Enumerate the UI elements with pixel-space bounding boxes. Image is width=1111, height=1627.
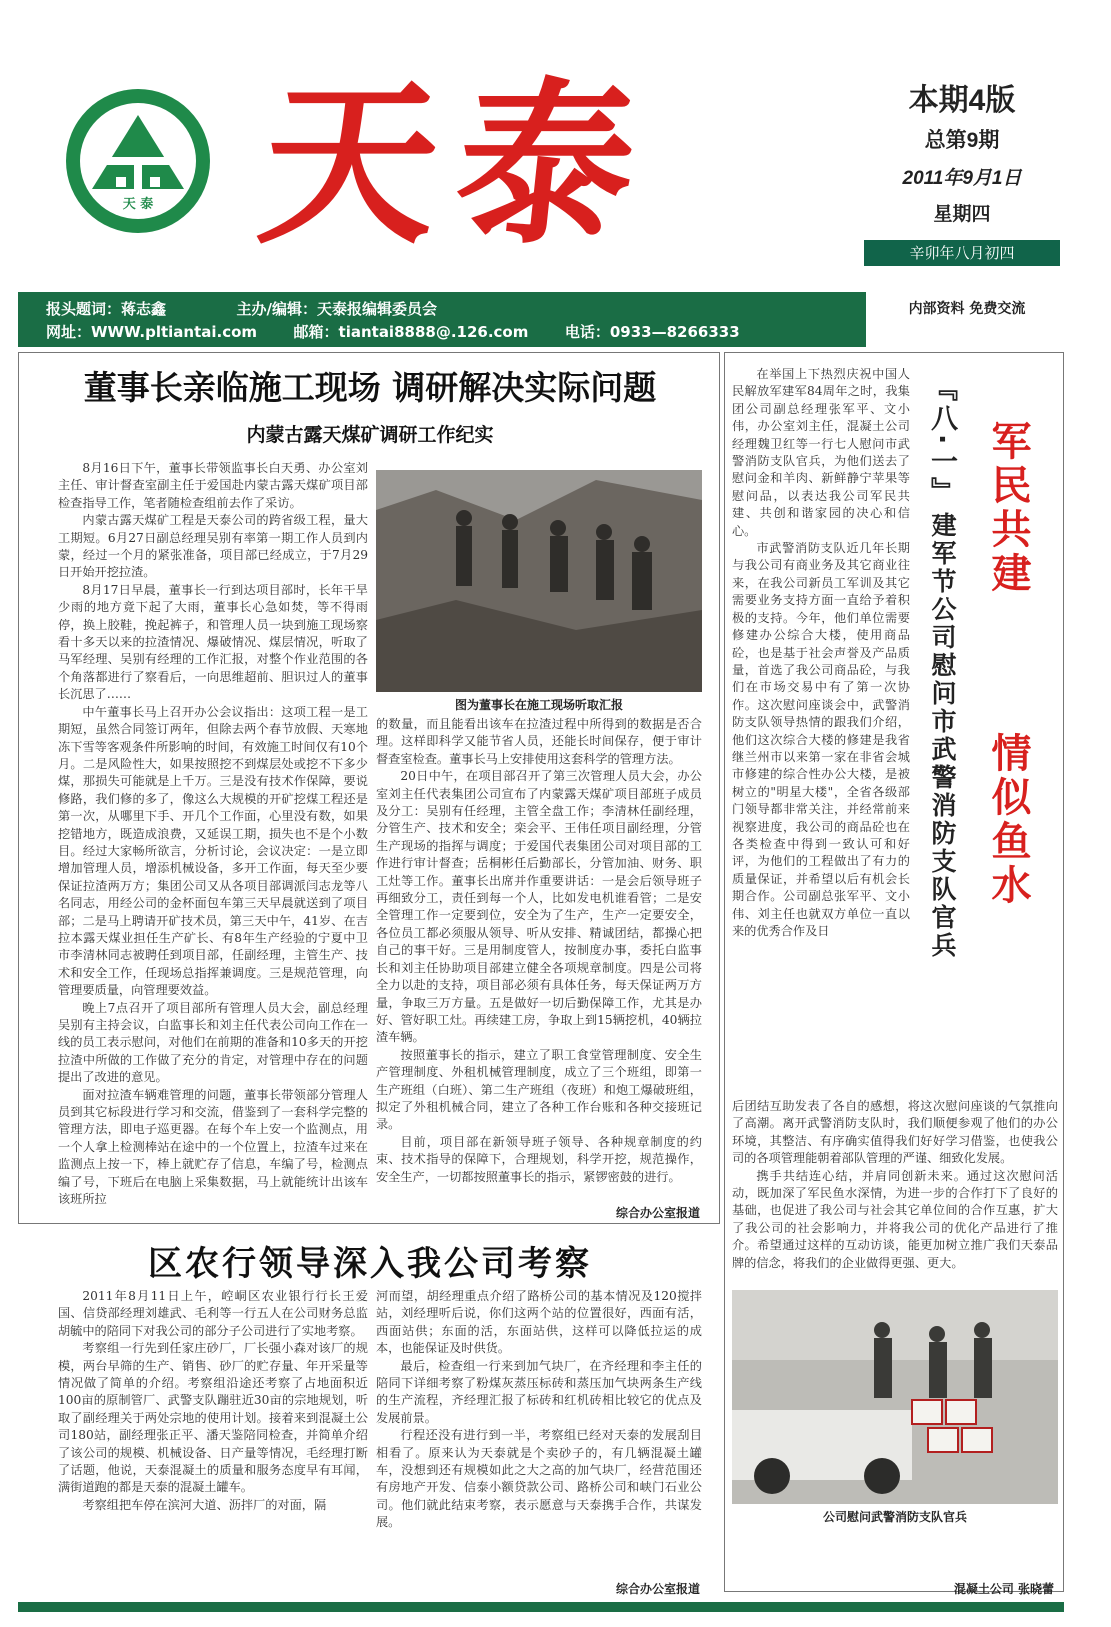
newspaper-title: 天泰 xyxy=(251,61,665,268)
article1-subheadline: 内蒙古露天煤矿调研工作纪实 xyxy=(246,424,494,446)
paragraph: 2011年8月11日上午，崆峒区农业银行行长王爱国、信贷部经理刘雄武、毛利等一行五人在公司财务总监胡毓中的陪同下对我公司的部分子公司进行了实地考察。 xyxy=(58,1289,368,1338)
issue-date: 2011年9月1日 xyxy=(902,168,1022,189)
paragraph: 按照董事长的指示，建立了职工食堂管理制度、安全生产管理制度、外租机械管理制度，成立了三个班组，即第一生产班组（白班）、第二生产班组（夜班）和炮工爆破班组，拟定了外租机械合同，建立了各种工作台账和各种交接班记录。 xyxy=(376,1047,702,1132)
paragraph: 晚上7点召开了项目部所有管理人员大会，副总经理吴别有主持会议，白监事长和刘主任代表公司向工作在一线的员工表示慰问，对他们在前期的准备和10多天的开挖拉渣中所做的工作做了充分的肯定，对管理中存在的问题提出了改进的意见。 xyxy=(58,1000,368,1085)
article3-title: 建军节公司慰问市武警消防支队官兵 xyxy=(928,512,957,960)
article3-photo-caption: 公司慰问武警消防支队官兵 xyxy=(822,1510,967,1524)
article3-photo xyxy=(732,1290,1058,1504)
article1-headline: 董事长亲临施工现场 调研解决实际问题 xyxy=(83,368,657,407)
article3-main-headline-2: 情似鱼水 xyxy=(985,732,1031,908)
website-link[interactable]: 网址：WWW.pltiantai.com xyxy=(46,323,258,341)
issue-weekday: 星期四 xyxy=(933,204,991,225)
article1-photo xyxy=(376,470,702,692)
article1-byline: 综合办公室报道 xyxy=(615,1206,700,1220)
internal-note: 内部资料 免费交流 xyxy=(908,301,1026,317)
email-address[interactable]: 邮箱：tiantai8888@.126.com xyxy=(293,323,529,341)
paragraph: 中午董事长马上召开办公会议指出：这项工程一是工期短，虽然合同签订两年，但除去两个春节放假、天寒地冻下雪等客观条件所影响的时间，有效施工时间仅有10个月。二是风险性大，如果按照挖不到煤层处或挖不下多少煤，那损失可能就是上千万。三是没有技术作保障，要说修路，我们修的多了，像这么大规模的开矿挖煤工程还是第一次，从哪里下手、开几个工作面，心里没有数，如果挖错地方，既造成浪费，又延误工期，损失也不是个小数目。经过大家畅所欲言，分析讨论，会议决定：一是立即增加管理人员，增添机械设备，多开工作面，每天至少要保证拉渣两万方；集团公司又从各项目部调派闫志龙等八名同志，用经公司的金杯面包车第三天早晨就送到了项目部；二是马上聘请开矿技术员，第三天中午，41岁、在吉拉本露天煤业担任生产矿长、有8年生产经验的宁夏中卫市李清林同志被聘任到项目部，任副经理，主管生产、技术和安全工作，任现场总指挥兼调度。三是规范管理，向管理要质量，向管理要效益。 xyxy=(58,704,368,998)
inscription-credit: 报头题词：蒋志鑫 xyxy=(46,300,167,318)
article3-byline: 混凝土公司 张晓蕾 xyxy=(953,1582,1054,1596)
article2-column1 xyxy=(58,1288,368,1594)
article3-column-upper xyxy=(732,366,910,1096)
paragraph: 8月16日下午，董事长带领监事长白天勇、办公室刘主任、审计督查室副主任于爱国赴内蒙古露天煤矿项目部检查指导工作，笔者随检查组前去作了采访。 xyxy=(58,461,368,510)
paragraph: 内蒙古露天煤矿工程是天泰公司的跨省级工程，量大工期短。6月27日副总经理吴别有率第一期工作人员到内蒙，经过一个月的紧张准备，项目部已经成立，于7月29日开始开挖拉渣。 xyxy=(58,513,368,580)
paragraph: 行程还没有进行到一半，考察组已经对天泰的发展刮目相看了。原来认为天泰就是个卖砂子的，有几辆混凝土罐车，没想到还有规模如此之大之高的加气块厂，经营范围还有房地产开发、信泰小额贷款公司、路桥公司和峡门石业公司。他们就此结束考察，表示愿意与天泰携手合作，共谋发展。 xyxy=(376,1428,702,1530)
paragraph: 在举国上下热烈庆祝中国人民解放军建军84周年之时，我集团公司副总经理张军平、文小伟，办公室刘主任，混凝土公司经理魏卫红等一行七人慰问市武警消防支队官兵，为他们送去了慰问金和羊肉、新鲜静宁苹果等慰问品，以表达我公司军民共建、共创和谐家园的决心和信心。 xyxy=(732,367,910,538)
bottom-bar xyxy=(18,1602,1064,1612)
company-logo xyxy=(62,85,214,237)
paragraph: 携手共结连心结，并肩同创新未来。通过这次慰问活动，既加深了军民鱼水深情，为进一步的合作打下了良好的基础，也促进了我公司与社会其它单位间的合作互惠，扩大了我公司的社会影响力，并将我公司的优化产品进行了推介。希望通过这样的互动访谈，能更加树立推广我们天泰品牌的信念，将我们的企业做得更强、更大。 xyxy=(732,1168,1058,1270)
logo-text: 天 泰 xyxy=(122,197,154,212)
article1-column1 xyxy=(58,460,368,1220)
article1-photo-caption: 图为董事长在施工现场听取汇报 xyxy=(454,698,623,712)
paragraph: 最后，检查组一行来到加气块厂，在齐经理和李主任的陪同下详细考察了粉煤灰蒸压标砖和蒸压加气块两条生产线的生产流程，齐经理汇报了标砖和红机砖相比较它的优点及发展前景。 xyxy=(376,1358,702,1425)
paragraph: 面对拉渣车辆难管理的问题，董事长带领部分管理人员到其它标段进行学习和交流，借鉴到了一套科学完整的管理方法，即电子巡更器。在每个车上安一个监测点，用一个人拿上检测棒站在途中的一个位置上，拉渣车过来在监测点上按一下，棒上就贮存了信息，车编了号，检测点编了号，下班后在电脑上采集数据，马上就能统计出该车该班所拉 xyxy=(58,1087,368,1207)
phone-number: 电话：0933—8266333 xyxy=(564,323,740,341)
article3-main-headline-1: 军民共建 xyxy=(985,420,1031,596)
lunar-date: 辛卯年八月初四 xyxy=(864,240,1060,266)
paragraph: 考察组把车停在滨河大道、沥拌厂的对面，隔 xyxy=(82,1497,327,1512)
paragraph: 的数量，而且能看出该车在拉渣过程中所得到的数据是否合理。这样即科学又能节省人员，还能长时间保存，便于审计督查室检查。董事长马上安排使用这套科学的管理方法。 xyxy=(376,717,702,766)
editor-credit: 主办/编辑：天泰报编辑委员会 xyxy=(236,300,437,318)
issue-number: 总第9期 xyxy=(924,129,1000,152)
article2-headline: 区农行领导深入我公司考察 xyxy=(148,1244,592,1284)
article3-kicker: 『八·一』 xyxy=(926,374,957,508)
paragraph: 目前，项目部在新领导班子领导、各种规章制度的约束、技术指导的保障下，合理规划，科学开挖，规范操作，安全生产，一切都按照董事长的指示，紧锣密鼓的进行。 xyxy=(376,1134,702,1184)
paragraph: 8月17日早晨，董事长一行到达项目部时，长年干旱少雨的地方竟下起了大雨，董事长心急如焚，等不得雨停，换上胶鞋，挽起裤子，和管理人员一块到施工现场察看十多天以来的拉渣情况、爆破情况、煤层情况，听取了马军经理、吴别有经理的工作汇报，对整个作业范围的各个角落都进行了察看后，一向思维超前、胆识过人的董事长沉思了…… xyxy=(58,582,368,702)
paragraph: 市武警消防支队近几年长期与我公司有商业务及其它商业往来，在我公司新员工军训及其它需要业务支持方面一直给予着积极的支持。今年，他们单位需要修建办公综合大楼，使用商品砼，也是基于社会声誉及产品质量，首选了我公司商品砼，与我们在市场交易中有了第一次协作。这次慰问座谈会中，武警消防支队领导热情的跟我们介绍，他们这次综合大楼的修建是我省继兰州市以来第一家在非省会城市修建的综合性办公大楼，是被树立的"明星大楼"，全省各级部门领导都非常关注，并经常前来视察进度，我公司的商品砼也在各类检查中得到一致认可和好评，为他们的工程做出了有力的质量保证，并希望以后有机会长期合作。公司副总张军平、文小伟、刘主任也就双方单位一直以来的优秀合作及日 xyxy=(732,541,910,938)
article3-column-lower xyxy=(732,1098,1058,1280)
info-bar xyxy=(18,292,866,347)
article2-byline: 综合办公室报道 xyxy=(615,1582,700,1596)
paragraph: 河而望，胡经理重点介绍了路桥公司的基本情况及120搅拌站，刘经理听后说，你们这两个站的位置很好，西面有活，西面站供；东面的活，东面站供，这样可以降低拉运的成本，也能保证及时供货。 xyxy=(376,1289,702,1356)
paragraph: 考察组一行先到任家庄砂厂，厂长强小森对该厂的规模，两台早筛的生产、销售、砂厂的贮存量、年开采量等情况做了简单的介绍。考察组沿途还考察了占地面积近100亩的原制管厂、武警支队蹦驻近30亩的宗地规划，听取了副经理关于两处宗地的使用计划。接着来到混凝土公司180站，副经理张正平、潘天鉴陪同检查，并简单介绍了该公司的规模、机械设备、日产量等情况，毛经理打断了话题，他说，天泰混凝土的质量和服务态度早有耳闻，满街道跑的都是天泰的混凝土罐车。 xyxy=(58,1341,368,1495)
edition-label: 本期4版 xyxy=(908,84,1016,117)
article2-column2 xyxy=(376,1288,702,1578)
paragraph: 20日中午，在项目部召开了第三次管理人员大会，办公室刘主任代表集团公司宣布了内蒙露天煤矿项目部班子成员及分工：吴别有任经理，主管全盘工作；李清林任副经理，分管生产、技术和安全；栾会平、王伟任项目副经理，分管生产现场的指挥与调度；于爱国代表集团公司对项目部的工作进行审计督查；岳桐彬任后勤部长，分管加油、财务、职工灶等工作。董事长出席并作重要讲话：一是会后领导班子再细致分工，责任到每一个人，比如发电机谁看管；二是安全管理工作一定要到位，安全为了生产，生产一定要安全，各位员工都必须服从领导、听从安排、精诚团结，都操心把自己的事干好。三是用制度管人，按制度办事，委托白监事长和刘主任协助项目部建立健全各项规章制度。四是公司将全力以赴的支持，项目部必须有具体任务，每天保证两万方量，争取三万方量。五是做好一切后勤保障工作，尤其是办好、管好职工灶。再续建工房，争取上到15辆挖机，40辆拉渣车辆。 xyxy=(376,769,702,1045)
paragraph: 后团结互助发表了各自的感想，将这次慰问座谈的气氛推向了高潮。离开武警消防支队时，我们顺便参观了他们的办公环境，其整洁、有序确实值得我们好好学习借鉴，也使我公司的各项管理能朝着部队管理的严谨、细致化发展。 xyxy=(732,1099,1058,1166)
article1-column2 xyxy=(376,716,702,1202)
